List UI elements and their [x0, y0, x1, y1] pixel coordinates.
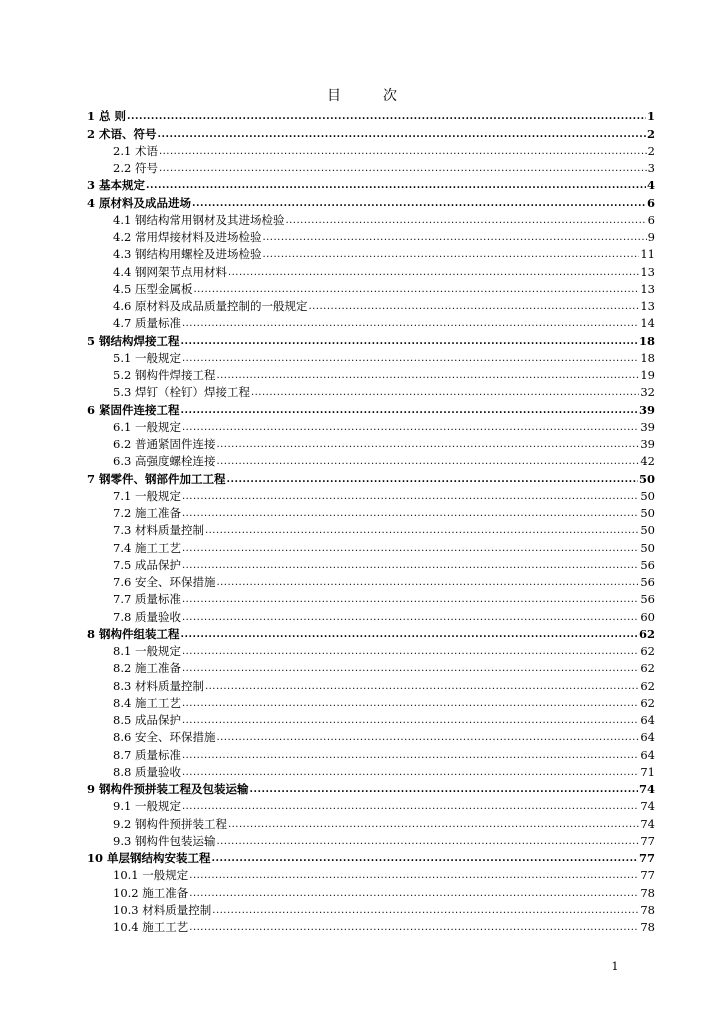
- toc-entry-title: 4.5 压型金属板: [113, 281, 193, 296]
- toc-section-entry[interactable]: [87, 210, 655, 227]
- toc-section-entry[interactable]: [87, 279, 655, 296]
- toc-entry-title: 5.3 焊钉（栓钉）焊接工程: [113, 385, 250, 400]
- toc-chapter-entry[interactable]: [87, 330, 655, 347]
- toc-entry-page: 13: [640, 299, 655, 313]
- toc-section-entry[interactable]: [87, 261, 655, 278]
- toc-chapter-entry[interactable]: [87, 192, 655, 209]
- toc-section-entry[interactable]: [87, 227, 655, 244]
- toc-dot-leader: [262, 249, 639, 261]
- toc-entry-page: 13: [640, 281, 655, 296]
- toc-section-entry[interactable]: [87, 606, 655, 623]
- toc-entry-title: 9.2 钢构件预拼装工程: [113, 816, 227, 831]
- toc-entry-title: 9 钢构件预拼装工程及包装运输: [87, 782, 249, 796]
- toc-entry-page: 50: [640, 488, 655, 503]
- toc-entry-page: 62: [640, 644, 655, 658]
- toc-entry-page: 1: [646, 109, 655, 124]
- toc-dot-leader: [212, 905, 639, 917]
- toc-entry-page: 39: [638, 402, 655, 417]
- toc-section-entry[interactable]: [87, 572, 655, 589]
- toc-title: 目 次: [327, 88, 411, 104]
- toc-entry-title: 7.4 施工工艺: [113, 540, 181, 555]
- toc-entry-title: 6.1 一般规定: [113, 419, 181, 434]
- toc-section-entry[interactable]: [87, 900, 655, 917]
- toc-entry-title: 10.4 施工工艺: [113, 920, 189, 934]
- toc-dot-leader: [285, 215, 646, 227]
- toc-entry-title: 4.1 钢结构常用钢材及其进场检验: [113, 212, 285, 227]
- toc-entry-page: 64: [640, 747, 655, 762]
- toc-entry-page: 39: [640, 419, 655, 434]
- toc-section-entry[interactable]: [87, 486, 655, 503]
- toc-entry-page: 13: [640, 264, 655, 279]
- toc-entry-title: 7.1 一般规定: [113, 488, 181, 503]
- toc-entry-page: 74: [638, 782, 655, 796]
- toc-entry-title: 8.1 一般规定: [113, 644, 181, 658]
- toc-entry-title: 4.4 钢网架节点用材料: [113, 264, 227, 279]
- toc-dot-leader: [182, 318, 639, 330]
- toc-section-entry[interactable]: [87, 727, 655, 744]
- toc-entry-title: 10.3 材料质量控制: [113, 902, 212, 917]
- toc-entry-page: 62: [640, 661, 655, 676]
- toc-section-entry[interactable]: [87, 503, 655, 520]
- toc-entry-title: 6.2 普通紧固件连接: [113, 437, 216, 451]
- toc-entry-title: 4.3 钢结构用螺栓及进场检验: [113, 247, 262, 262]
- toc-dot-leader: [182, 594, 639, 606]
- toc-entry-title: 10.1 一般规定: [113, 868, 189, 883]
- toc-section-entry[interactable]: [87, 589, 655, 606]
- toc-dot-leader: [182, 612, 639, 624]
- toc-chapter-entry[interactable]: [87, 779, 655, 796]
- toc-dot-leader: [216, 439, 639, 451]
- toc-entry-page: 50: [640, 523, 655, 538]
- toc-dot-leader: [192, 198, 646, 210]
- toc-dot-leader: [182, 698, 639, 710]
- toc-section-entry[interactable]: [87, 141, 655, 158]
- toc-entry-page: 6: [647, 212, 655, 227]
- toc-dot-leader: [181, 629, 638, 641]
- toc-dot-leader: [182, 543, 639, 555]
- toc-entry-page: 50: [640, 506, 655, 520]
- toc-dot-leader: [308, 301, 639, 313]
- toc-entry-title: 8 钢构件组装工程: [87, 626, 180, 641]
- toc-entry-title: 6.3 高强度螺栓连接: [113, 454, 216, 469]
- toc-entry-page: 74: [640, 799, 655, 814]
- toc-section-entry[interactable]: [87, 365, 655, 382]
- toc-entry-title: 8.5 成品保护: [113, 713, 181, 727]
- toc-section-entry[interactable]: [87, 417, 655, 434]
- toc-entry-title: 8.8 质量验收: [113, 764, 181, 779]
- toc-dot-leader: [158, 129, 646, 141]
- toc-entry-page: 62: [640, 695, 655, 710]
- page-number: 1: [611, 960, 619, 973]
- toc-entry-title: 7.6 安全、环保措施: [113, 575, 216, 589]
- toc-section-entry[interactable]: [87, 693, 655, 710]
- toc-dot-leader: [189, 888, 639, 900]
- toc-section-entry[interactable]: [87, 882, 655, 899]
- toc-dot-leader: [212, 853, 638, 865]
- toc-entry-page: 6: [646, 195, 655, 210]
- toc-list: [87, 106, 655, 934]
- toc-entry-page: 32: [640, 385, 655, 400]
- toc-section-entry[interactable]: [87, 313, 655, 330]
- toc-entry-title: 7.5 成品保护: [113, 557, 181, 572]
- toc-dot-leader: [182, 560, 639, 572]
- toc-dot-leader: [182, 663, 639, 675]
- toc-entry-page: 77: [640, 868, 655, 883]
- toc-dot-leader: [250, 784, 638, 796]
- toc-chapter-entry[interactable]: [87, 848, 655, 865]
- toc-section-entry[interactable]: [87, 520, 655, 537]
- toc-section-entry[interactable]: [87, 658, 655, 675]
- toc-entry-title: 10 单层钢结构安装工程: [87, 851, 211, 865]
- toc-section-entry[interactable]: [87, 555, 655, 572]
- toc-dot-leader: [205, 525, 639, 537]
- toc-entry-page: 77: [640, 833, 655, 848]
- toc-entry-page: 62: [640, 678, 655, 693]
- toc-dot-leader: [182, 646, 639, 658]
- toc-section-entry[interactable]: [87, 296, 655, 313]
- toc-entry-page: 42: [640, 454, 655, 469]
- toc-entry-title: 4.2 常用焊接材料及进场检验: [113, 230, 262, 244]
- toc-entry-page: 62: [638, 626, 655, 641]
- toc-dot-leader: [182, 767, 639, 779]
- toc-entry-title: 4.6 原材料及成品质量控制的一般规定: [113, 299, 308, 313]
- toc-entry-title: 10.2 施工准备: [113, 885, 189, 900]
- toc-section-entry[interactable]: [87, 710, 655, 727]
- toc-dot-leader: [205, 681, 639, 693]
- toc-dot-leader: [181, 336, 638, 348]
- toc-dot-leader: [189, 870, 639, 882]
- toc-section-entry[interactable]: [87, 348, 655, 365]
- toc-dot-leader: [159, 163, 647, 175]
- toc-entry-title: 9.3 钢构件包装运输: [113, 833, 216, 848]
- toc-dot-leader: [227, 474, 638, 486]
- toc-chapter-entry[interactable]: [87, 468, 655, 485]
- toc-entry-page: 18: [640, 350, 655, 365]
- toc-entry-title: 1 总 则: [87, 109, 127, 124]
- toc-dot-leader: [251, 387, 639, 399]
- toc-dot-leader: [228, 819, 639, 831]
- toc-dot-leader: [216, 577, 639, 589]
- toc-dot-leader: [182, 715, 639, 727]
- toc-dot-leader: [182, 508, 639, 520]
- toc-dot-leader: [228, 267, 639, 279]
- toc-dot-leader: [182, 750, 639, 762]
- toc-dot-leader: [216, 456, 639, 468]
- toc-entry-title: 7.8 质量验收: [113, 609, 181, 624]
- toc-entry-title: 9.1 一般规定: [113, 799, 181, 814]
- toc-entry-title: 3 基本规定: [87, 178, 146, 193]
- toc-section-entry[interactable]: [87, 675, 655, 692]
- toc-entry-page: 50: [638, 471, 655, 486]
- toc-dot-leader: [181, 405, 638, 417]
- toc-entry-title: 7.3 材料质量控制: [113, 523, 204, 538]
- toc-chapter-entry[interactable]: [87, 106, 655, 123]
- toc-chapter-entry[interactable]: [87, 399, 655, 416]
- toc-section-entry[interactable]: [87, 813, 655, 830]
- toc-entry-page: 18: [638, 333, 655, 348]
- toc-entry-page: 64: [640, 730, 655, 745]
- toc-section-entry[interactable]: [87, 434, 655, 451]
- toc-entry-page: 78: [640, 902, 655, 917]
- toc-entry-title: 8.2 施工准备: [113, 661, 181, 676]
- toc-entry-page: 11: [640, 247, 655, 262]
- toc-entry-page: 3: [647, 161, 655, 175]
- toc-entry-page: 60: [640, 609, 655, 624]
- toc-entry-title: 2 术语、符号: [87, 126, 157, 141]
- toc-section-entry[interactable]: [87, 917, 655, 934]
- toc-entry-title: 7.2 施工准备: [113, 506, 181, 520]
- toc-entry-page: 39: [640, 437, 655, 451]
- toc-section-entry[interactable]: [87, 451, 655, 468]
- toc-chapter-entry[interactable]: [87, 624, 655, 641]
- toc-chapter-entry[interactable]: [87, 175, 655, 192]
- toc-dot-leader: [127, 111, 646, 123]
- toc-entry-title: 2.1 术语: [113, 143, 158, 158]
- toc-section-entry[interactable]: [87, 796, 655, 813]
- toc-entry-title: 4.7 质量标准: [113, 316, 181, 331]
- toc-section-entry[interactable]: [87, 641, 655, 658]
- toc-entry-page: 19: [640, 368, 655, 382]
- toc-dot-leader: [216, 370, 639, 382]
- toc-entry-page: 56: [640, 557, 655, 572]
- toc-entry-page: 14: [640, 316, 655, 331]
- toc-entry-page: 78: [640, 885, 655, 900]
- toc-entry-title: 5.1 一般规定: [113, 350, 181, 365]
- toc-dot-leader: [159, 146, 647, 158]
- toc-entry-title: 8.4 施工工艺: [113, 695, 181, 710]
- toc-entry-page: 71: [640, 764, 655, 779]
- toc-entry-title: 7.7 质量标准: [113, 592, 181, 607]
- toc-chapter-entry[interactable]: [87, 123, 655, 140]
- toc-section-entry[interactable]: [87, 865, 655, 882]
- toc-entry-page: 56: [640, 592, 655, 607]
- toc-section-entry[interactable]: [87, 762, 655, 779]
- toc-entry-title: 5 钢结构焊接工程: [87, 333, 180, 348]
- toc-entry-title: 8.7 质量标准: [113, 747, 181, 762]
- toc-dot-leader: [182, 491, 639, 503]
- toc-entry-title: 8.3 材料质量控制: [113, 678, 204, 693]
- toc-entry-page: 64: [640, 713, 655, 727]
- toc-section-entry[interactable]: [87, 382, 655, 399]
- toc-dot-leader: [216, 836, 639, 848]
- toc-entry-page: 4: [646, 178, 655, 193]
- toc-dot-leader: [262, 232, 646, 244]
- toc-section-entry[interactable]: [87, 244, 655, 261]
- toc-dot-leader: [182, 353, 639, 365]
- toc-dot-leader: [182, 801, 639, 813]
- toc-entry-title: 6 紧固件连接工程: [87, 402, 180, 417]
- toc-section-entry[interactable]: [87, 831, 655, 848]
- toc-entry-page: 77: [638, 851, 655, 865]
- toc-dot-leader: [182, 422, 639, 434]
- toc-entry-title: 8.6 安全、环保措施: [113, 730, 216, 745]
- toc-dot-leader: [216, 732, 639, 744]
- toc-entry-page: 78: [640, 920, 655, 934]
- toc-section-entry[interactable]: [87, 744, 655, 761]
- toc-entry-page: 56: [640, 575, 655, 589]
- toc-entry-page: 50: [640, 540, 655, 555]
- toc-entry-page: 2: [647, 143, 655, 158]
- toc-entry-title: 7 钢零件、钢部件加工工程: [87, 471, 226, 486]
- toc-entry-page: 9: [647, 230, 655, 244]
- toc-dot-leader: [189, 922, 639, 934]
- toc-entry-title: 4 原材料及成品进场: [87, 195, 192, 210]
- toc-entry-page: 2: [646, 126, 655, 141]
- toc-entry-title: 5.2 钢构件焊接工程: [113, 368, 216, 382]
- toc-section-entry[interactable]: [87, 537, 655, 554]
- toc-entry-title: 2.2 符号: [113, 161, 158, 175]
- toc-entry-page: 74: [640, 816, 655, 831]
- toc-dot-leader: [146, 180, 646, 192]
- toc-dot-leader: [193, 284, 639, 296]
- toc-section-entry[interactable]: [87, 158, 655, 175]
